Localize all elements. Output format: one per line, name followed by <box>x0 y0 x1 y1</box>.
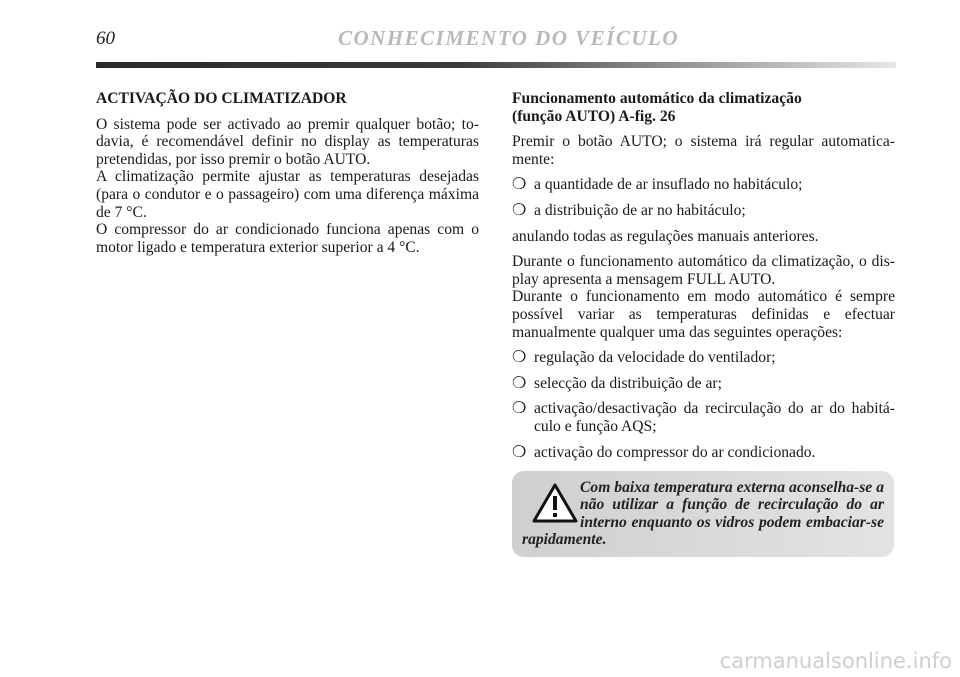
warning-box <box>512 471 894 557</box>
bullet-marker: ❍ <box>512 349 527 367</box>
list-item-text: activação do compressor do ar condicionado. <box>534 443 816 461</box>
warning-text-content: Com baixa temperatura externa aconselha-se a não utilizar a função de recirculação do ar interno enquanto os vidros podem embaciar-se rapidamente. <box>522 479 884 549</box>
list-item-text: a quantidade de ar insuflado no habitáculo; <box>534 176 803 194</box>
section-title: CONHECIMENTO DO VEÍCULO <box>338 26 679 50</box>
right-paragraph: Durante o funcionamento automático da climatização, o display apresenta a mensagem FULL AUTO. <box>512 253 895 288</box>
left-paragraph: A climatização permite ajustar as temperaturas desejadas (para o condutor e o passageiro) com uma diferença máxima de 7 °C. <box>96 168 479 221</box>
list-item <box>512 176 895 194</box>
left-paragraph: O sistema pode ser activado ao premir qualquer botão; todavia, é recomendável definir no display as temperaturas pretendidas, por isso premir o botão AUTO. <box>96 115 479 168</box>
right-paragraph: anulando todas as regulações manuais anteriores. <box>512 227 819 245</box>
right-column <box>512 90 895 469</box>
list-item-text: a distribuição de ar no habitáculo; <box>534 201 746 219</box>
warning-text <box>522 479 884 549</box>
left-heading: ACTIVAÇÃO DO CLIMATIZADOR <box>96 90 347 107</box>
watermark: carmanualsonline.info <box>719 649 952 673</box>
bullet-marker: ❍ <box>512 374 527 392</box>
list-item <box>512 444 895 462</box>
right-heading-line: Funcionamento automático da climatização <box>512 90 802 107</box>
right-intro: Premir o botão AUTO; o sistema irá regular automaticamente: <box>512 133 895 168</box>
list-item <box>512 375 895 393</box>
right-heading-line: (função AUTO) A-fig. 26 <box>512 107 676 125</box>
list-item-text: activação/desactivação da recirculação do ar do habitáculo e função AQS; <box>534 400 895 435</box>
list-item <box>512 400 895 435</box>
right-paragraph: Durante o funcionamento em modo automático é sempre possível variar as temperaturas definidas e efectuar manualmente qualquer uma das seguintes operações: <box>512 288 895 341</box>
list-item <box>512 202 895 220</box>
list-item-text: regulação da velocidade do ventilador; <box>534 349 776 367</box>
right-heading <box>512 90 895 125</box>
left-column <box>96 90 479 264</box>
bullet-marker: ❍ <box>512 400 527 418</box>
header-divider <box>96 62 896 68</box>
list-item <box>512 349 895 367</box>
bullet-marker: ❍ <box>512 443 527 461</box>
bullet-marker: ❍ <box>512 176 527 194</box>
page-number: 60 <box>96 28 115 49</box>
list-item-text: selecção da distribuição de ar; <box>534 374 722 392</box>
bullet-marker: ❍ <box>512 201 527 219</box>
left-paragraph: O compressor do ar condicionado funciona apenas com o motor ligado e temperatura exterior superior a 4 °C. <box>96 221 479 256</box>
